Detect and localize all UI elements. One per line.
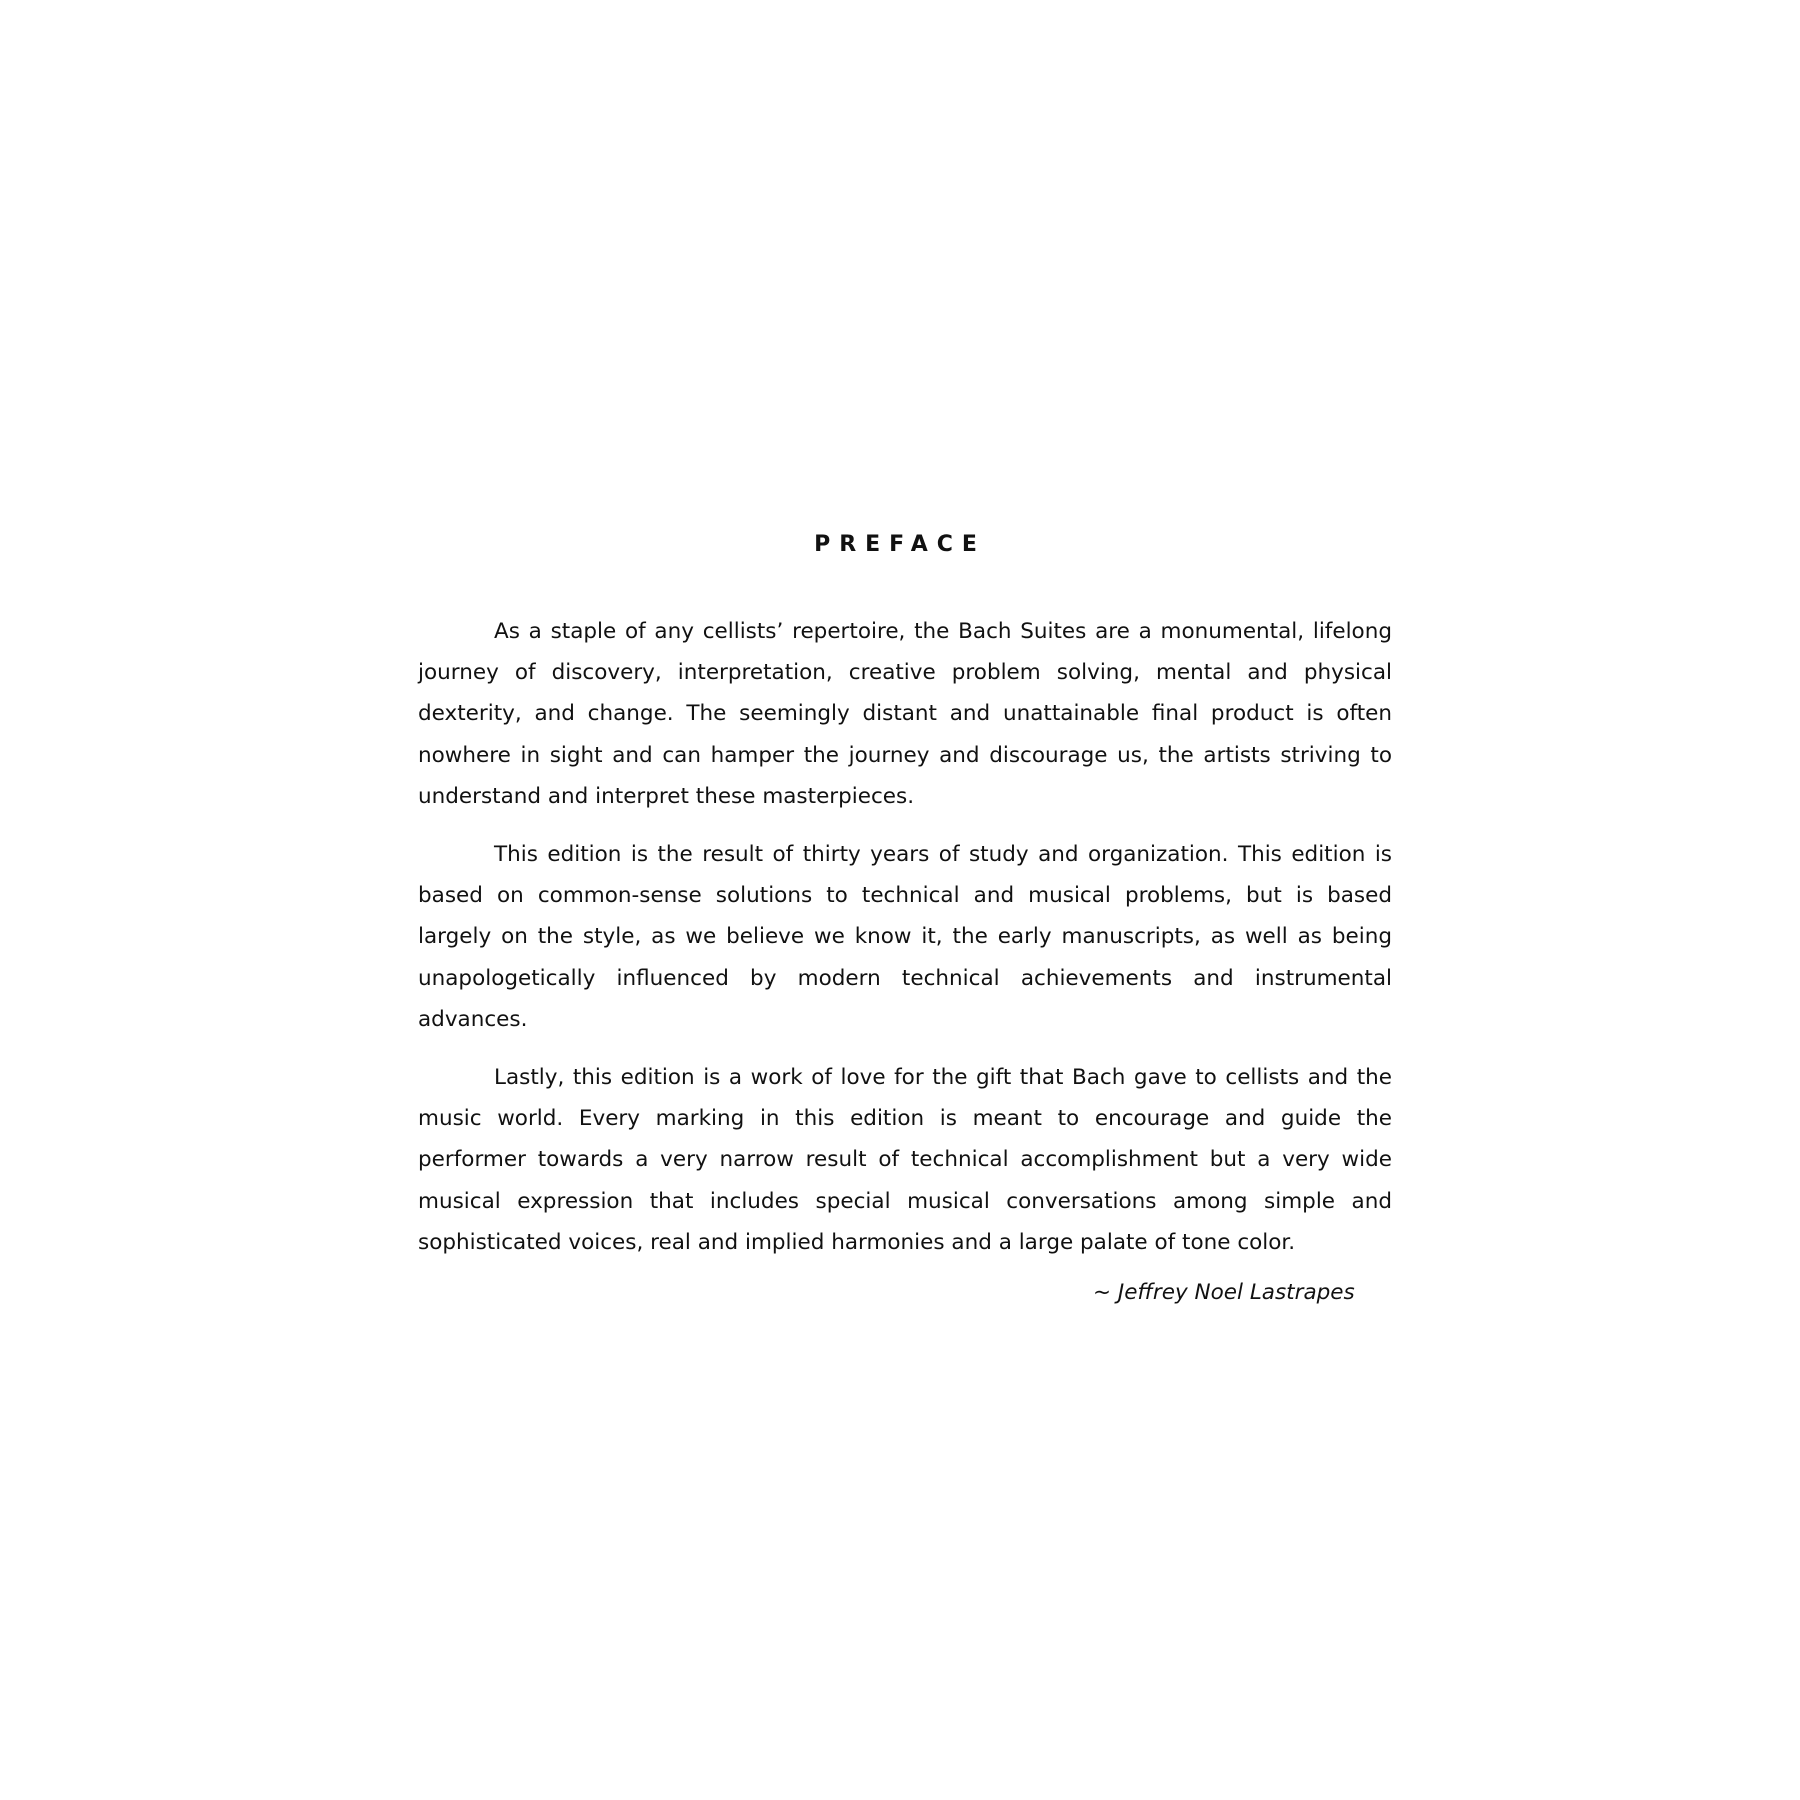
page-title: PREFACE	[814, 532, 986, 557]
preface-body	[418, 611, 1392, 1280]
author-signature: ~ Jeffrey Noel Lastrapes	[1093, 1280, 1355, 1305]
paragraph-3: Lastly, this edition is a work of love for the gift that Bach gave to cellists and the music world. Every marking in this edition is meant to encourage and guide the performer towards a very narrow result of technical accomplishment but a very wide musical expression that includes special musical conversations among simple and sophisticated voices, real and implied harmonies and a large palate of tone color.	[418, 1065, 1392, 1255]
paragraph-1: As a staple of any cellists’ repertoire, the Bach Suites are a monumental, lifelong journey of discovery, interpretation, creative problem solving, mental and physical dexterity, and change. The seemingly distant and unattainable final product is often nowhere in sight and can hamper the journey and discourage us, the artists striving to understand and interpret these masterpieces.	[418, 619, 1392, 809]
paragraph-2: This edition is the result of thirty years of study and organization. This edition is based on common-sense solutions to technical and musical problems, but is based largely on the style, as we believe we know it, the early manuscripts, as well as being unapologetically influenced by modern technical achievements and instrumental advances.	[418, 842, 1392, 1032]
